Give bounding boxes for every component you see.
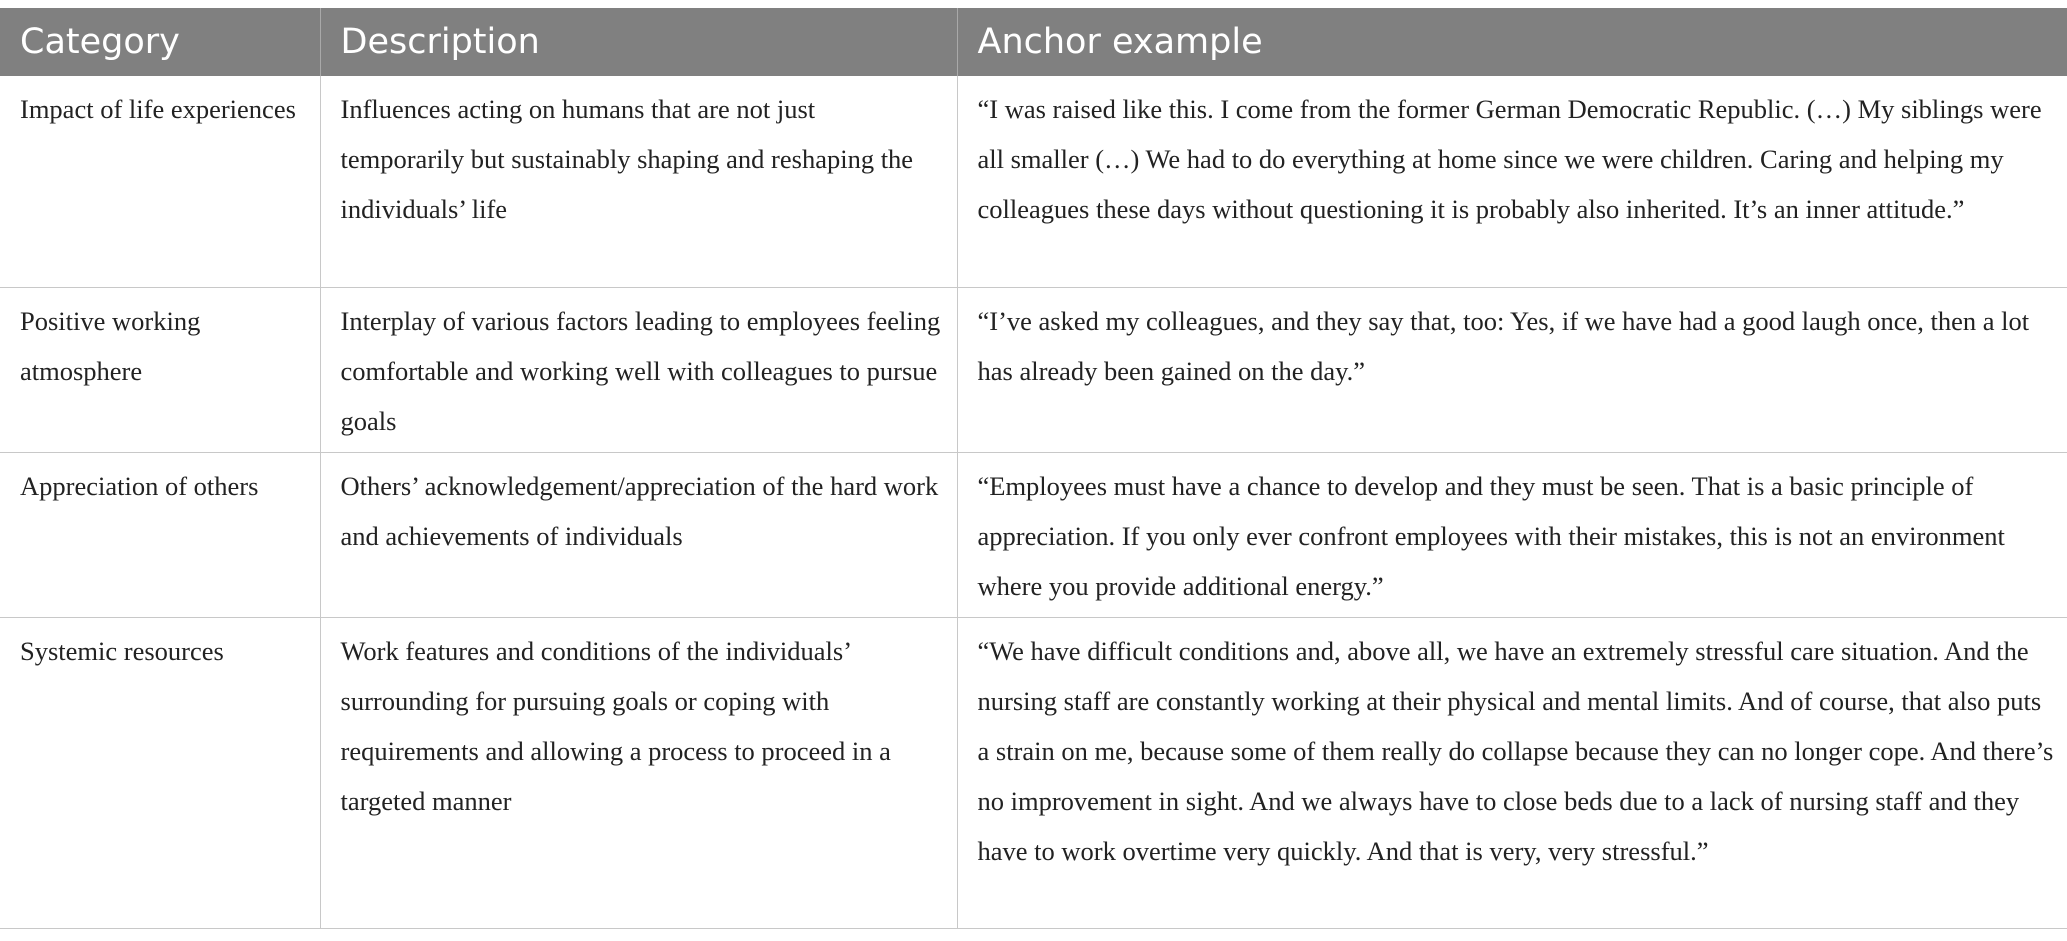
- cell-description: Others’ acknowledgement/appreciation of the hard work and achievements of individuals: [320, 452, 957, 617]
- table-header: [0, 8, 2067, 76]
- cell-description: Influences acting on humans that are not just temporarily but sustainably shaping and reshaping the individuals’ life: [320, 76, 957, 287]
- cell-anchor-example: “Employees must have a chance to develop and they must be seen. That is a basic principle of appreciation. If you only ever confront employees with their mistakes, this is not an environment where you provide additional energy.”: [957, 452, 2067, 617]
- cell-description: Work features and conditions of the individuals’ surrounding for pursuing goals or coping with requirements and allowing a process to proceed in a targeted manner: [320, 617, 957, 928]
- table-body: [0, 76, 2067, 928]
- cell-anchor-example: “I was raised like this. I come from the former German Democratic Republic. (…) My siblings were all smaller (…) We had to do everything at home since we were children. Caring and helping my colleagues these days without questioning it is probably also inherited. It’s an inner attitude.”: [957, 76, 2067, 287]
- header-category: Category: [0, 8, 320, 76]
- table-row: [0, 617, 2067, 928]
- cell-anchor-example: “I’ve asked my colleagues, and they say that, too: Yes, if we have had a good laugh once, then a lot has already been gained on the day.”: [957, 287, 2067, 452]
- table-row: [0, 76, 2067, 287]
- cell-category: Impact of life experiences: [0, 76, 320, 287]
- table-row: [0, 452, 2067, 617]
- cell-description: Interplay of various factors leading to employees feeling comfortable and working well with colleagues to pursue goals: [320, 287, 957, 452]
- category-table: [0, 8, 2067, 929]
- cell-category: Positive working atmosphere: [0, 287, 320, 452]
- header-anchor-example: Anchor example: [957, 8, 2067, 76]
- category-table-container: [0, 8, 2067, 929]
- table-row: [0, 287, 2067, 452]
- cell-category: Systemic resources: [0, 617, 320, 928]
- cell-category: Appreciation of others: [0, 452, 320, 617]
- cell-anchor-example: “We have difficult conditions and, above all, we have an extremely stressful care situation. And the nursing staff are constantly working at their physical and mental limits. And of course, that also puts a strain on me, because some of them really do collapse because they can no longer cope. And there’s no improvement in sight. And we always have to close beds due to a lack of nursing staff and they have to work overtime very quickly. And that is very, very stressful.”: [957, 617, 2067, 928]
- header-description: Description: [320, 8, 957, 76]
- header-row: [0, 8, 2067, 76]
